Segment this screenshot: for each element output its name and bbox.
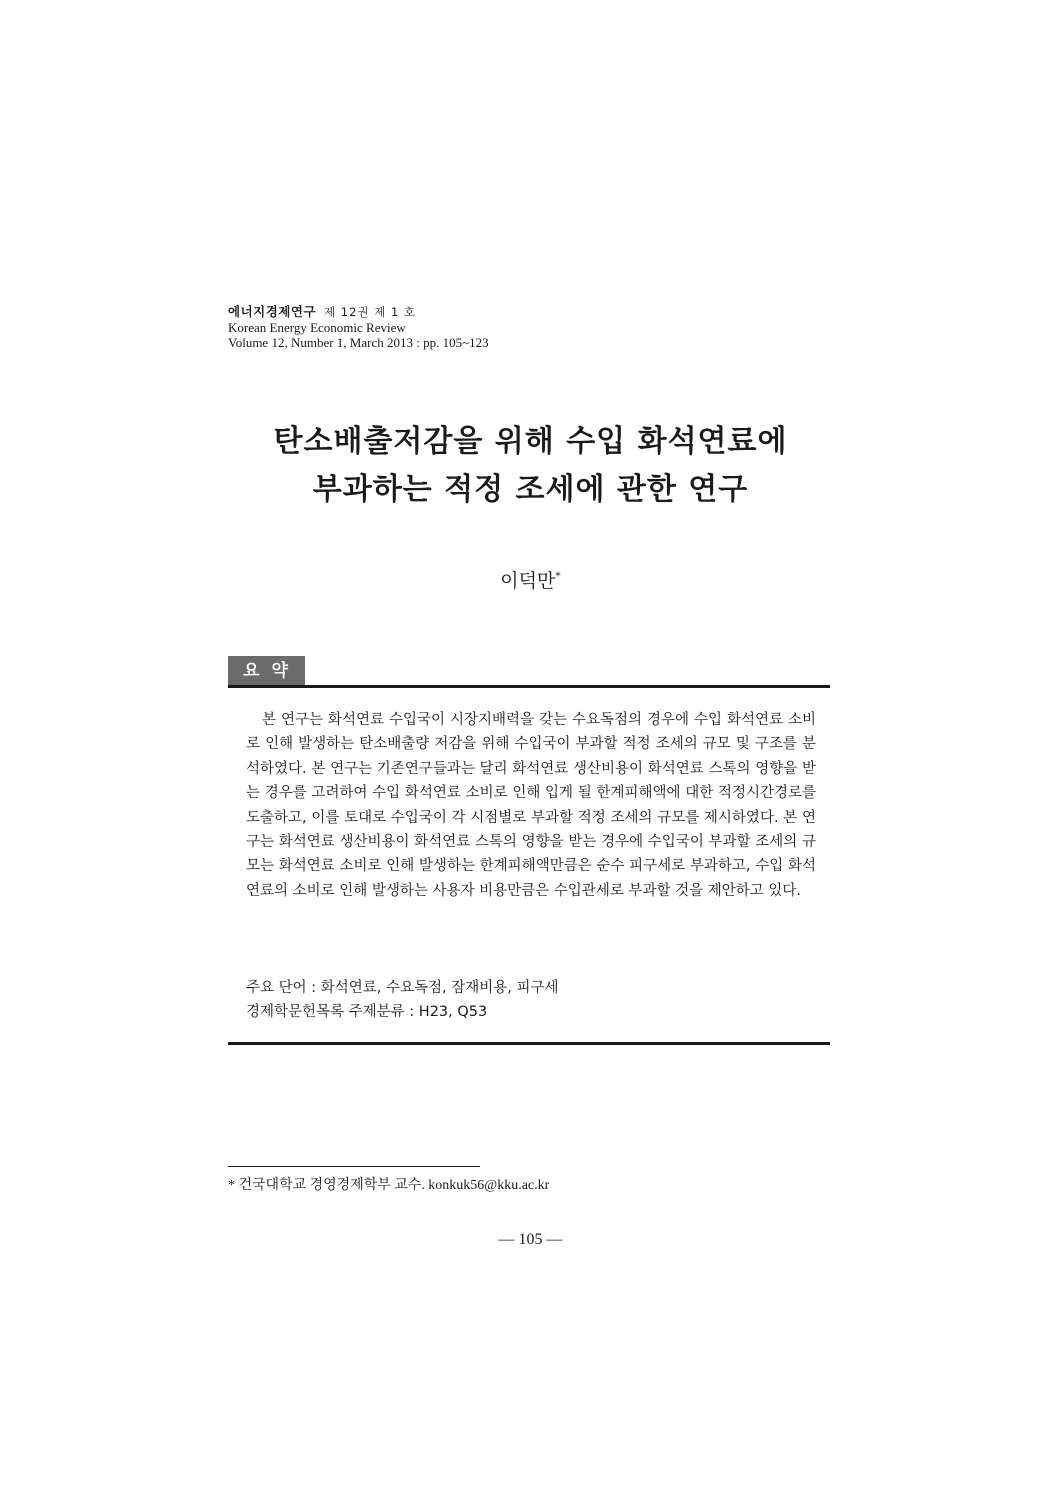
journal-volume-ko: 제 12권 제 1 호: [324, 305, 417, 319]
abstract-top-rule: [228, 685, 830, 688]
journal-name-ko: 에너지경제연구: [228, 304, 317, 319]
journal-name-en: Korean Energy Economic Review: [228, 320, 406, 335]
keywords: 주요 단어 : 화석연료, 수요독점, 잠재비용, 피구세: [246, 980, 559, 996]
abstract-bottom-rule: [228, 1042, 830, 1045]
page-number: — 105 —: [498, 1231, 563, 1248]
footnote: * 건국대학교 경영경제학부 교수. konkuk56@kku.ac.kr: [228, 1178, 550, 1193]
abstract-body: 본 연구는 화석연료 수입국이 시장지배력을 갖는 수요독점의 경우에 수입 화석연료 소비로 인해 발생하는 탄소배출량 저감을 위해 수입국이 부과할 적정 조세의 규모 및 구조를 분석하였다. 본 연구는 기존연구들과는 달리 화석연료 생산비용이 화석연료 스톡의 영향을 받는 경우를 고려하여 수입 화석연료 소비로 인해 입게 될 한계피해액에 대한 적정시간경로를 도출하고, 이를 토대로 수입국이 각 시점별로 부과할 적정 조세의 규모를 제시하였다. 본 연구는 화석연료 생산비용이 화석연료 스톡의 영향을 받는 경우에 수입국이 부과할 조세의 규모는 화석연료 소비로 인해 발생하는 한계피해액만큼은 순수 피구세로 부과하고, 수입 화석연료의 소비로 인해 발생하는 사용자 비용만큼은 수입관세로 부과할 것을 제안하고 있다.: [246, 712, 816, 899]
journal-header: [228, 304, 728, 350]
author-name: 이덕만: [500, 570, 556, 592]
footnote-rule: [228, 1166, 480, 1167]
article-title: [0, 418, 1061, 514]
journal-volume-en: Volume 12, Number 1, March 2013 : pp. 105~123: [228, 335, 489, 350]
author-footnote-mark: *: [555, 569, 561, 583]
abstract-heading: 요약: [228, 656, 305, 686]
title-line-1: 탄소배출저감을 위해 수입 화석연료에: [273, 424, 788, 459]
title-line-2: 부과하는 적정 조세에 관한 연구: [312, 472, 749, 507]
keywords-block: [246, 976, 816, 1024]
journal-name-line: [228, 304, 728, 320]
jel-classification: 경제학문헌목록 주제분류 : H23, Q53: [246, 1004, 488, 1020]
author: [0, 566, 1061, 593]
